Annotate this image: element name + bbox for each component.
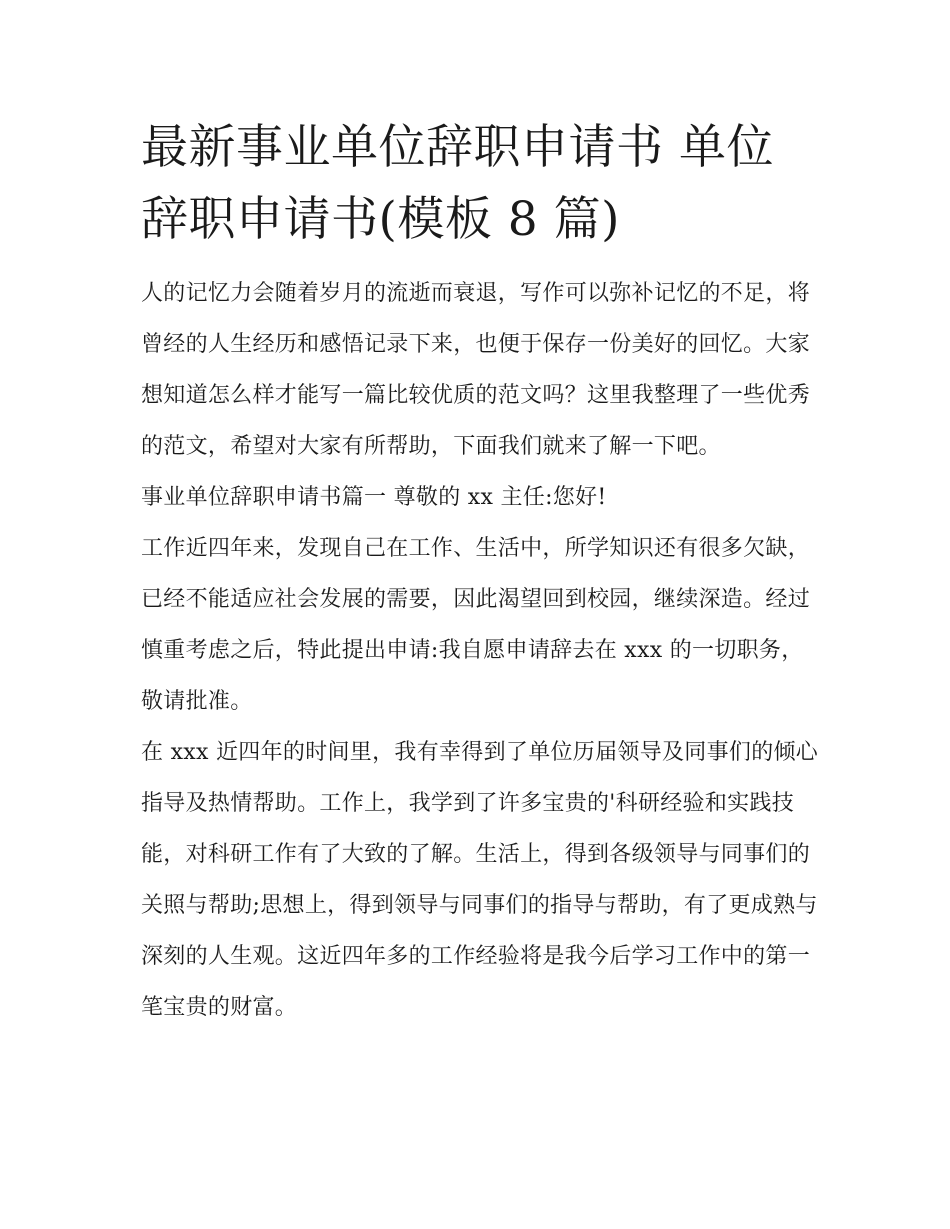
document-title: 最新事业单位辞职申请书 单位辞职申请书(模板 8 篇) bbox=[141, 120, 774, 247]
document-body bbox=[141, 268, 821, 1033]
salutation-paragraph: 事业单位辞职申请书篇一 尊敬的 xx 主任:您好! bbox=[141, 485, 607, 510]
reason-paragraph: 工作近四年来，发现自己在工作、生活中，所学知识还有很多欠缺，已经不能适应社会发展的需要，因此渴望回到校园，继续深造。经过慎重考虑之后，特此提出申请:我自愿申请辞去在 xxx 的一切职务，敬请批准。 bbox=[141, 536, 811, 714]
document-page bbox=[141, 112, 821, 1033]
intro-paragraph: 人的记忆力会随着岁月的流逝而衰退，写作可以弥补记忆的不足，将曾经的人生经历和感悟记录下来，也便于保存一份美好的回忆。大家想知道怎么样才能写一篇比较优质的范文吗？这里我整理了一些优秀的范文，希望对大家有所帮助，下面我们就来了解一下吧。 bbox=[141, 281, 811, 459]
gratitude-paragraph: 在 xxx 近四年的时间里，我有幸得到了单位历届领导及同事们的倾心指导及热情帮助。工作上，我学到了许多宝贵的'科研经验和实践技能，对科研工作有了大致的了解。生活上，得到各级领导与同事们的关照与帮助;思想上，得到领导与同事们的指导与帮助，有了更成熟与深刻的人生观。这近四年多的工作经验将是我今后学习工作中的第一笔宝贵的财富。 bbox=[141, 740, 819, 1020]
